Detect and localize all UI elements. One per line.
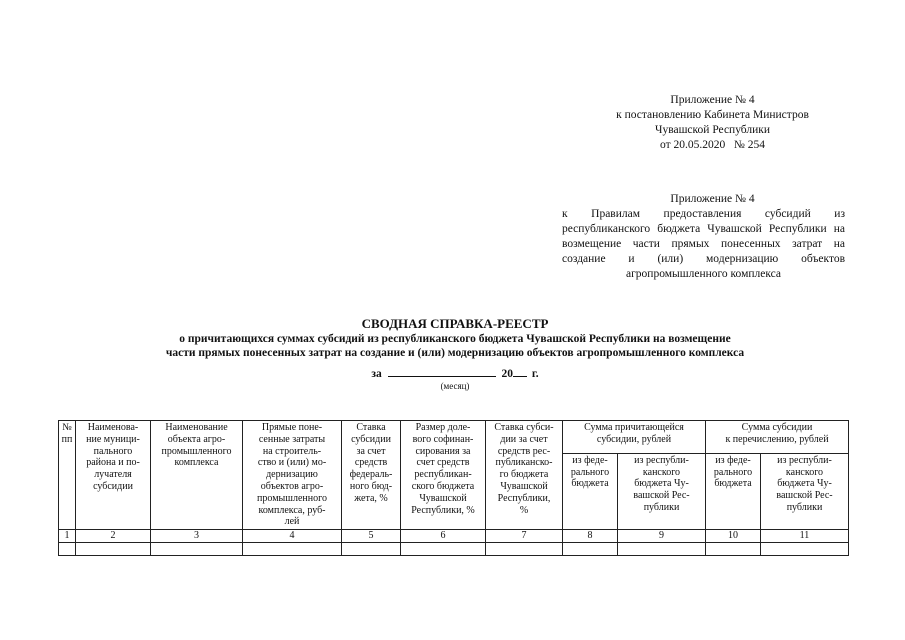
subtitle-line-1: о причитающихся суммах субсидий из республиканского бюджета Чувашской Республики на возмещение (179, 333, 731, 345)
header-recipient: Наименова- ние муници- пального района и по- лучателя субсидии (76, 421, 151, 530)
column-number: 8 (563, 530, 618, 543)
empty-cell[interactable] (342, 543, 401, 556)
empty-cell[interactable] (618, 543, 706, 556)
column-number: 9 (618, 530, 706, 543)
empty-cell[interactable] (243, 543, 342, 556)
empty-cell[interactable] (76, 543, 151, 556)
empty-data-row (59, 543, 849, 556)
column-number: 1 (59, 530, 76, 543)
column-number-row (59, 530, 849, 543)
period-prefix: за (371, 368, 382, 380)
header-direct-costs: Прямые поне- сенные затраты на строитель- ство и (или) мо- дернизацию объектов агро- промышленного комплекса, руб- лей (243, 421, 342, 530)
empty-cell[interactable] (486, 543, 563, 556)
column-number: 11 (761, 530, 849, 543)
empty-cell[interactable] (761, 543, 849, 556)
header-group-transfer-amount: Сумма субсидии к перечислению, рублей (706, 421, 849, 454)
month-blank-field[interactable] (388, 366, 496, 377)
appendix-number-line: Приложение № 4 (670, 94, 755, 106)
header-republic-rate: Ставка субси- дии за счет средств рес- публиканско- го бюджета Чувашской Республики, % (486, 421, 563, 530)
empty-cell[interactable] (563, 543, 618, 556)
header-due-federal: из феде- рального бюджета (563, 453, 618, 529)
column-number: 4 (243, 530, 342, 543)
column-number: 10 (706, 530, 761, 543)
header-group-due-amount: Сумма причитающейся субсидии, рублей (563, 421, 706, 454)
empty-cell[interactable] (59, 543, 76, 556)
rules-appendix-title: Приложение № 4 (670, 193, 755, 205)
column-number: 7 (486, 530, 563, 543)
period-suffix: г. (531, 368, 539, 380)
year-blank-field[interactable] (513, 366, 527, 377)
document-subtitle (40, 332, 870, 360)
column-number: 3 (151, 530, 243, 543)
registry-table (58, 420, 849, 556)
column-number: 2 (76, 530, 151, 543)
period-year-prefix: 20 (501, 368, 513, 380)
period-line (60, 366, 850, 381)
month-hint: (месяц) (440, 381, 470, 391)
column-number: 6 (401, 530, 486, 543)
resolution-line: к постановлению Кабинета Министров (616, 109, 809, 121)
appendix-to-resolution (580, 93, 845, 153)
header-row-number: № пп (59, 421, 76, 530)
document-title: СВОДНАЯ СПРАВКА-РЕЕСТР (361, 316, 549, 331)
empty-cell[interactable] (151, 543, 243, 556)
header-object-name: Наименование объекта агро- промышленного комплекса (151, 421, 243, 530)
empty-cell[interactable] (706, 543, 761, 556)
header-cofinancing-share: Размер доле- вого софинан- сирования за счет средств республикан- ского бюджета Чувашской Республики, % (401, 421, 486, 530)
header-transfer-republic: из республи- канского бюджета Чу- вашской Рес- публики (761, 453, 849, 529)
header-transfer-federal: из феде- рального бюджета (706, 453, 761, 529)
resolution-date-line: от 20.05.2020 № 254 (660, 139, 765, 151)
republic-line: Чувашской Республики (654, 124, 771, 136)
column-number: 5 (342, 530, 401, 543)
rules-appendix-body: к Правилам предоставления субсидий из республиканского бюджета Чувашской Республики на возмещение части прямых понесенных затрат на создание и (или) модернизацию объектов агропромышленного комплекса (562, 208, 845, 280)
empty-cell[interactable] (401, 543, 486, 556)
header-federal-rate: Ставка субсидии за счет средств федераль- ного бюд- жета, % (342, 421, 401, 530)
subtitle-line-2: части прямых понесенных затрат на создание и (или) модернизацию объектов агропромышленного комплекса (165, 347, 745, 359)
header-due-republic: из республи- канского бюджета Чу- вашской Рес- публики (618, 453, 706, 529)
